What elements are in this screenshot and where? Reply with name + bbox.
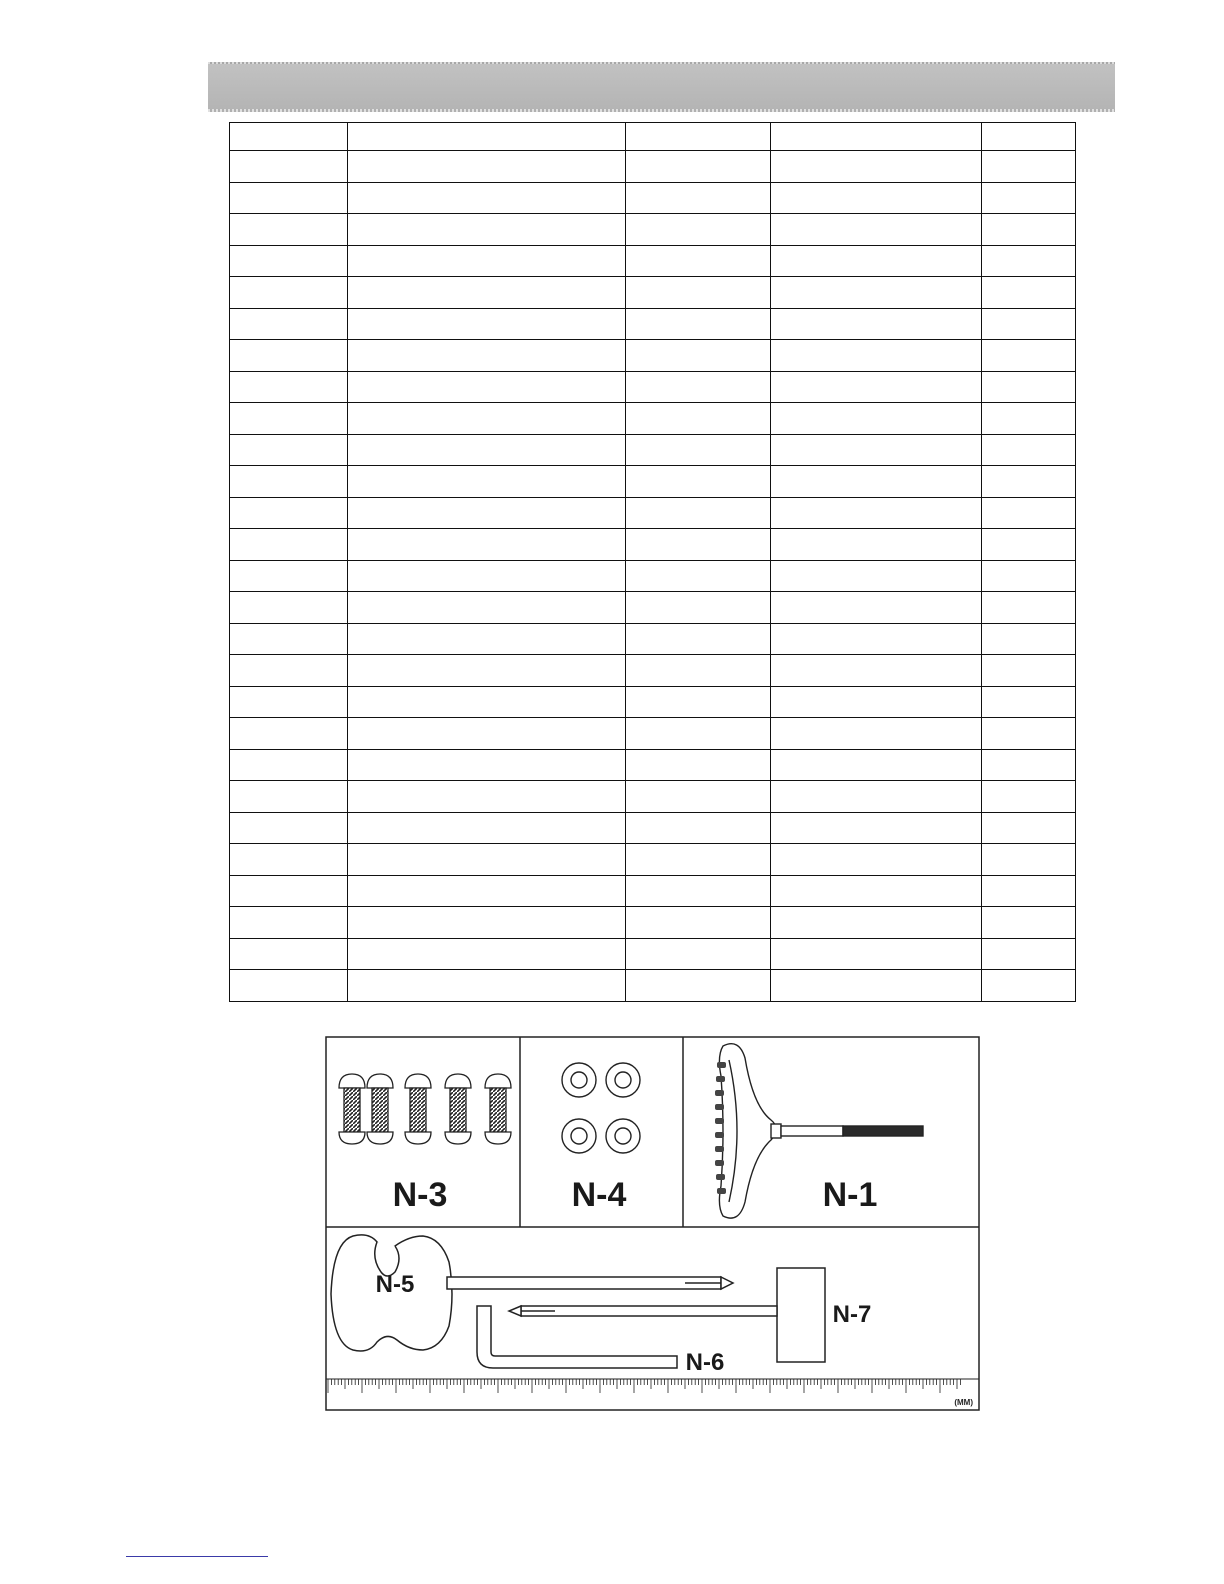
table-cell [348,749,626,781]
label-n6: N-6 [685,1349,725,1376]
table-row [230,844,1076,876]
table-cell [230,907,348,939]
table-cell [982,403,1076,435]
table-cell [982,844,1076,876]
table-cell [626,560,771,592]
table-cell [982,371,1076,403]
ruler-unit-label: (MM) [954,1398,973,1407]
table-cell [626,812,771,844]
table-cell [771,182,982,214]
table-cell [230,749,348,781]
table-row [230,592,1076,624]
table-cell [626,907,771,939]
table-cell [982,182,1076,214]
table-cell [771,844,982,876]
table-cell [982,123,1076,151]
table-cell [348,560,626,592]
table-cell [982,245,1076,277]
table-cell [230,970,348,1002]
table-cell [982,529,1076,561]
table-cell [771,592,982,624]
table-cell [982,907,1076,939]
table-cell [982,623,1076,655]
table-cell [626,623,771,655]
table-cell [626,718,771,750]
table-row [230,686,1076,718]
table-cell [771,781,982,813]
label-n5: N-5 [375,1271,415,1298]
table-cell [626,214,771,246]
table-row [230,718,1076,750]
table-cell [982,466,1076,498]
table-cell [626,151,771,183]
table-cell [771,655,982,687]
table-cell [771,277,982,309]
table-cell [626,592,771,624]
table-cell [771,123,982,151]
table-cell [348,718,626,750]
table-cell [348,970,626,1002]
table-cell [982,340,1076,372]
table-cell [771,340,982,372]
table-cell [348,812,626,844]
table-cell [982,686,1076,718]
table-cell [626,970,771,1002]
table-cell [348,592,626,624]
footer-rule [126,1556,268,1557]
table-cell [230,466,348,498]
table-cell [348,529,626,561]
table-cell [626,529,771,561]
table-cell [348,938,626,970]
table-cell [771,875,982,907]
table-cell [626,434,771,466]
table-cell [230,182,348,214]
table-cell [771,466,982,498]
table-cell [230,781,348,813]
table-cell [982,497,1076,529]
table-cell [348,340,626,372]
table-cell [771,371,982,403]
table-cell [626,466,771,498]
table-cell [348,686,626,718]
table-cell [348,182,626,214]
table-row [230,277,1076,309]
table-cell [230,655,348,687]
table-cell [230,340,348,372]
table-cell [771,151,982,183]
table-cell [348,245,626,277]
table-cell [348,371,626,403]
table-row [230,434,1076,466]
table-row [230,938,1076,970]
table-cell [626,245,771,277]
table-cell [230,844,348,876]
parts-list-table [229,122,1076,1002]
table-cell [348,875,626,907]
table-cell [982,781,1076,813]
table-cell [626,497,771,529]
table-row [230,655,1076,687]
table-cell [771,749,982,781]
section-header-bar [208,62,1115,110]
table-cell [771,970,982,1002]
table-cell [626,749,771,781]
table-row [230,497,1076,529]
table-cell [230,214,348,246]
table-cell [982,560,1076,592]
table-cell [771,623,982,655]
table-row [230,340,1076,372]
table-cell [626,123,771,151]
table-cell [982,151,1076,183]
table-cell [626,781,771,813]
table-cell [982,875,1076,907]
table-cell [348,623,626,655]
table-cell [771,214,982,246]
table-row [230,560,1076,592]
table-cell [230,123,348,151]
table-cell [771,245,982,277]
table-cell [771,403,982,435]
label-n4: N-4 [571,1176,627,1214]
table-cell [771,686,982,718]
table-cell [230,623,348,655]
table-cell [348,844,626,876]
table-cell [348,655,626,687]
table-cell [230,245,348,277]
table-cell [626,277,771,309]
table-cell [771,907,982,939]
table-row [230,812,1076,844]
table-row [230,466,1076,498]
table-cell [771,560,982,592]
table-cell [982,592,1076,624]
table-row [230,403,1076,435]
table-cell [982,938,1076,970]
table-cell [982,812,1076,844]
table-row [230,749,1076,781]
table-cell [230,151,348,183]
label-n7: N-7 [832,1301,872,1328]
table-row [230,529,1076,561]
table-cell [348,214,626,246]
label-n3: N-3 [392,1176,448,1214]
table-row [230,308,1076,340]
table-cell [982,718,1076,750]
table-cell [348,151,626,183]
table-cell [626,844,771,876]
table-cell [230,308,348,340]
table-cell [230,434,348,466]
table-cell [348,466,626,498]
table-cell [982,749,1076,781]
table-cell [626,686,771,718]
table-cell [982,308,1076,340]
table-cell [348,781,626,813]
table-cell [230,718,348,750]
table-cell [348,907,626,939]
table-row [230,970,1076,1002]
table-cell [230,938,348,970]
table-cell [348,123,626,151]
table-row [230,182,1076,214]
table-row [230,623,1076,655]
table-row [230,151,1076,183]
table-cell [230,497,348,529]
table-cell [230,560,348,592]
table-cell [230,277,348,309]
table-cell [626,371,771,403]
table-cell [626,308,771,340]
table-cell [982,434,1076,466]
table-cell [771,718,982,750]
table-cell [230,686,348,718]
table-cell [626,938,771,970]
table-row [230,875,1076,907]
table-cell [230,529,348,561]
table-row [230,907,1076,939]
table-cell [626,340,771,372]
table-cell [348,403,626,435]
table-cell [230,371,348,403]
table-cell [626,182,771,214]
table-cell [982,277,1076,309]
table-cell [771,529,982,561]
table-cell [348,308,626,340]
table-row [230,214,1076,246]
table-cell [626,875,771,907]
parts-list-body [230,123,1076,1002]
label-n1: N-1 [822,1176,878,1214]
table-cell [230,592,348,624]
table-cell [348,277,626,309]
table-row [230,371,1076,403]
table-cell [626,655,771,687]
table-cell [348,497,626,529]
table-cell [771,497,982,529]
table-cell [348,434,626,466]
table-cell [982,655,1076,687]
table-cell [230,812,348,844]
hardware-illustration-svg [325,1036,981,1412]
table-row [230,123,1076,151]
table-cell [771,434,982,466]
table-row [230,245,1076,277]
table-cell [771,938,982,970]
table-cell [982,214,1076,246]
table-row [230,781,1076,813]
table-cell [771,812,982,844]
hardware-illustration [325,1036,981,1417]
table-cell [230,403,348,435]
table-cell [230,875,348,907]
table-cell [771,308,982,340]
table-cell [982,970,1076,1002]
table-cell [626,403,771,435]
